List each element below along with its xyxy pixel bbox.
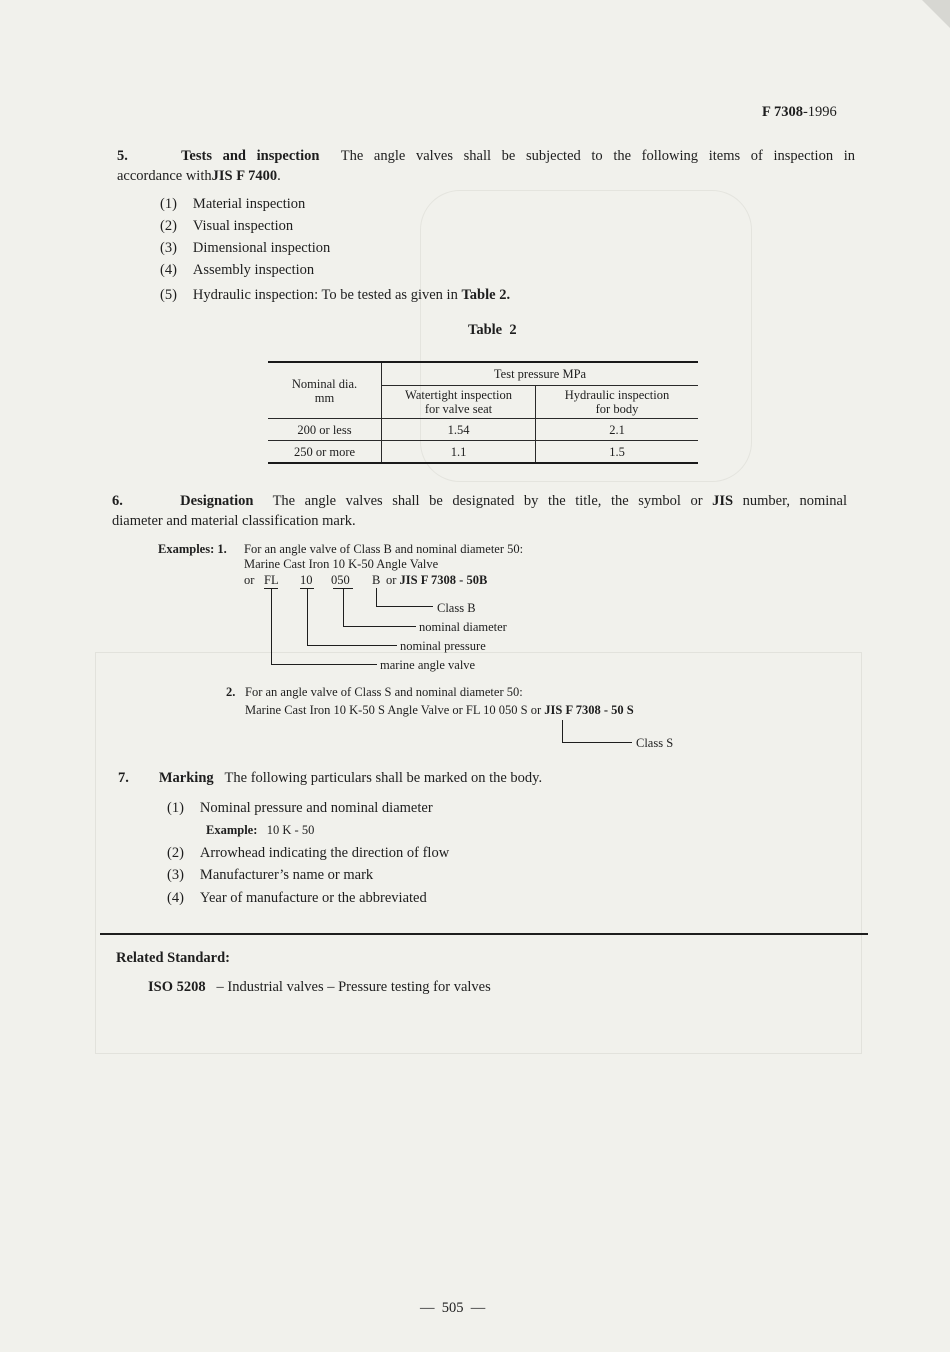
header-test-pressure: Test pressure MPa xyxy=(382,362,699,386)
header-watertight: Watertight inspection for valve seat xyxy=(382,386,536,419)
header-hydraulic: Hydraulic inspection for body xyxy=(536,386,699,419)
table-cell: 1.5 xyxy=(536,441,699,464)
list-item: (4) Year of manufacture or the abbreviated xyxy=(167,890,427,906)
callout-nominal-diameter: nominal diameter xyxy=(419,620,507,634)
list-item: (1) Material inspection xyxy=(160,196,306,212)
designation-diameter: 050 xyxy=(331,573,350,587)
callout-nominal-pressure: nominal pressure xyxy=(400,639,486,653)
list-item: (2) Arrowhead indicating the direction of flow xyxy=(167,845,450,861)
table-cell: 2.1 xyxy=(536,419,699,441)
section-number: 5. xyxy=(117,148,128,164)
callout-line xyxy=(271,664,377,665)
header-nominal-dia: Nominal dia. mm xyxy=(268,362,382,419)
table-cell: 1.1 xyxy=(382,441,536,464)
table-cell: 200 or less xyxy=(268,419,382,441)
callout-class-b: Class B xyxy=(437,601,476,615)
section-divider xyxy=(100,933,868,935)
callout-line xyxy=(376,606,433,607)
callout-line xyxy=(343,626,416,627)
table-cell: 250 or more xyxy=(268,441,382,464)
section-6-heading-line: 6. Designation The angle valves shall be designated by the title, the symbol or JIS number, nominal xyxy=(112,493,848,509)
standard-year: -1996 xyxy=(802,104,837,120)
section-heading: Designation xyxy=(180,493,254,509)
test-pressure-table xyxy=(268,361,698,464)
callout-line xyxy=(562,742,632,743)
callout-class-s: Class S xyxy=(636,736,674,750)
page-footer: — 505 — xyxy=(420,1300,486,1316)
section-heading: Tests and inspection xyxy=(181,148,320,164)
list-item: (3) Dimensional inspection xyxy=(160,240,331,256)
list-item: (4) Assembly inspection xyxy=(160,262,315,278)
callout-line xyxy=(562,720,563,742)
designation-jis: or JIS F 7308 - 50B xyxy=(386,573,488,587)
example-1-line-1: For an angle valve of Class B and nominal diameter 50: xyxy=(244,542,524,556)
page-corner-fold xyxy=(922,0,950,28)
page-number: 505 xyxy=(441,1300,464,1316)
related-standard-heading: Related Standard: xyxy=(116,950,230,966)
callout-marine-angle-valve: marine angle valve xyxy=(380,658,476,672)
list-item: (5) Hydraulic inspection: To be tested as given in Table 2. xyxy=(160,287,511,303)
list-item: (1) Nominal pressure and nominal diameter xyxy=(167,800,433,816)
jis-reference: JIS F 7400 xyxy=(211,168,278,184)
designation-fl: FL xyxy=(264,573,279,587)
callout-line xyxy=(307,589,308,645)
examples-label: Examples: 1. xyxy=(158,542,227,556)
section-5-text-line-2: accordance withJIS F 7400. xyxy=(117,168,281,184)
designation-or: or xyxy=(244,573,255,587)
designation-class: B xyxy=(372,573,381,587)
section-5-heading-line xyxy=(117,146,855,166)
iso-reference: ISO 5208 xyxy=(148,979,206,995)
table-caption: Table 2 xyxy=(468,322,517,338)
list-item: (3) Manufacturer’s name or mark xyxy=(167,867,374,883)
callout-line xyxy=(343,589,344,627)
callout-line xyxy=(376,588,377,606)
example-2-line-2: Marine Cast Iron 10 K-50 S Angle Valve or FL 10 050 S or JIS F 7308 - 50 S xyxy=(245,703,634,717)
example-2-number: 2. xyxy=(226,685,236,699)
section-heading: Marking xyxy=(158,770,214,786)
table-reference: Table 2. xyxy=(461,287,511,303)
section-6-text-line-2: diameter and material classification mark. xyxy=(112,513,356,529)
callout-line xyxy=(307,645,397,646)
callout-line xyxy=(271,589,272,664)
example-1-line-2: Marine Cast Iron 10 K-50 Angle Valve xyxy=(244,557,439,571)
designation-pressure: 10 xyxy=(300,573,313,587)
example-2-line-1: For an angle valve of Class S and nominal diameter 50: xyxy=(245,685,523,699)
related-standard-item: ISO 5208 – Industrial valves – Pressure testing for valves xyxy=(148,979,491,995)
marking-example: Example: 10 K - 50 xyxy=(206,823,315,837)
page-header xyxy=(762,102,837,122)
standard-code: F 7308 xyxy=(762,104,803,120)
table-cell: 1.54 xyxy=(382,419,536,441)
section-text: The angle valves shall be subjected to the following items of inspection in xyxy=(340,148,855,164)
list-item: (2) Visual inspection xyxy=(160,218,294,234)
section-7-heading-line: 7. Marking The following particulars shall be marked on the body. xyxy=(118,770,543,786)
